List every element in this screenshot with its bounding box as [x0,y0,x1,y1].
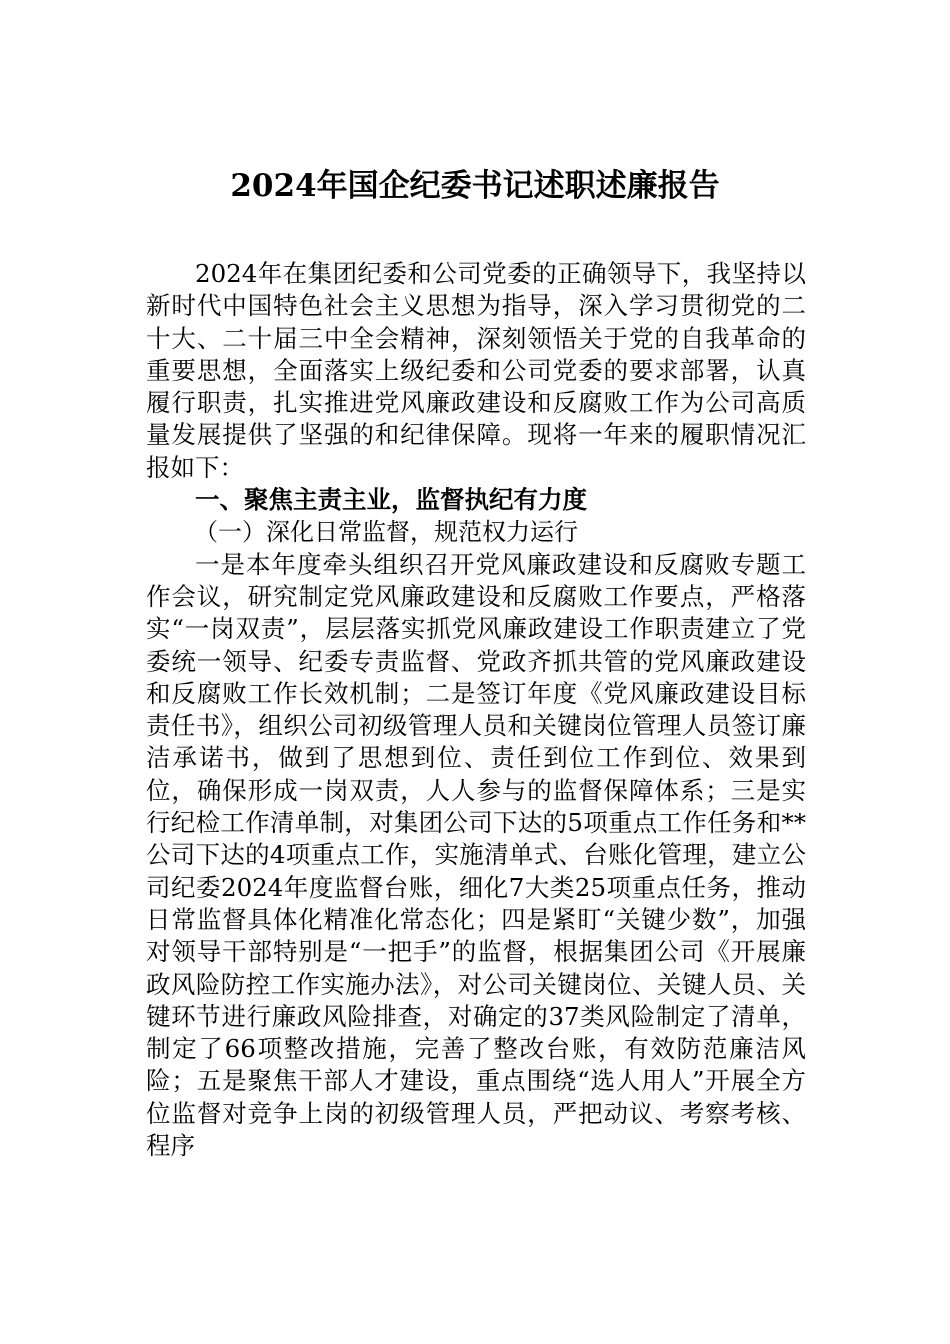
intro-paragraph: 2024年在集团纪委和公司党委的正确领导下，我坚持以新时代中国特色社会主义思想为指导，深入学习贯彻党的二十大、二十届三中全会精神，深刻领悟关于党的自我革命的重要思想，全面落实上级纪委和公司党委的要求部署，认真履行职责，扎实推进党风廉政建设和反腐败工作为公司高质量发展提供了坚强的和纪律保障。现将一年来的履职情况汇报如下： [146,259,806,482]
subsection-paragraph: 一是本年度牵头组织召开党风廉政建设和反腐败专题工作会议，研究制定党风廉政建设和反腐败工作要点，严格落实“一岗双责”，层层落实抓党风廉政建设工作职责建立了党委统一领导、纪委专责监督、党政齐抓共管的党风廉政建设和反腐败工作长效机制；二是签订年度《党风廉政建设目标责任书》，组织公司初级管理人员和关键岗位管理人员签订廉洁承诺书，做到了思想到位、责任到位工作到位、效果到位，确保形成一岗双责，人人参与的监督保障体系；三是实行纪检工作清单制，对集团公司下达的5项重点工作任务和**公司下达的4项重点工作，实施清单式、台账化管理，建立公司纪委2024年度监督台账，细化7大类25项重点任务，推动日常监督具体化精准化常态化；四是紧盯“关键少数”，加强对领导干部特别是“一把手”的监督，根据集团公司《开展廉政风险防控工作实施办法》，对公司关键岗位、关键人员、关键环节进行廉政风险排查，对确定的37类风险制定了清单，制定了66项整改措施，完善了整改台账，有效防范廉洁风险；五是聚焦干部人才建设，重点围绕“选人用人”开展全方位监督对竞争上岗的初级管理人员，严把动议、考察考核、程序 [146,549,806,1161]
document-title: 2024年国企纪委书记述职述廉报告 [230,168,720,204]
subsection-heading: （一）深化日常监督，规范权力运行 [194,518,578,547]
document-body [146,258,806,1162]
section-heading: 一、聚焦主责主业，监督执纪有力度 [195,485,587,515]
